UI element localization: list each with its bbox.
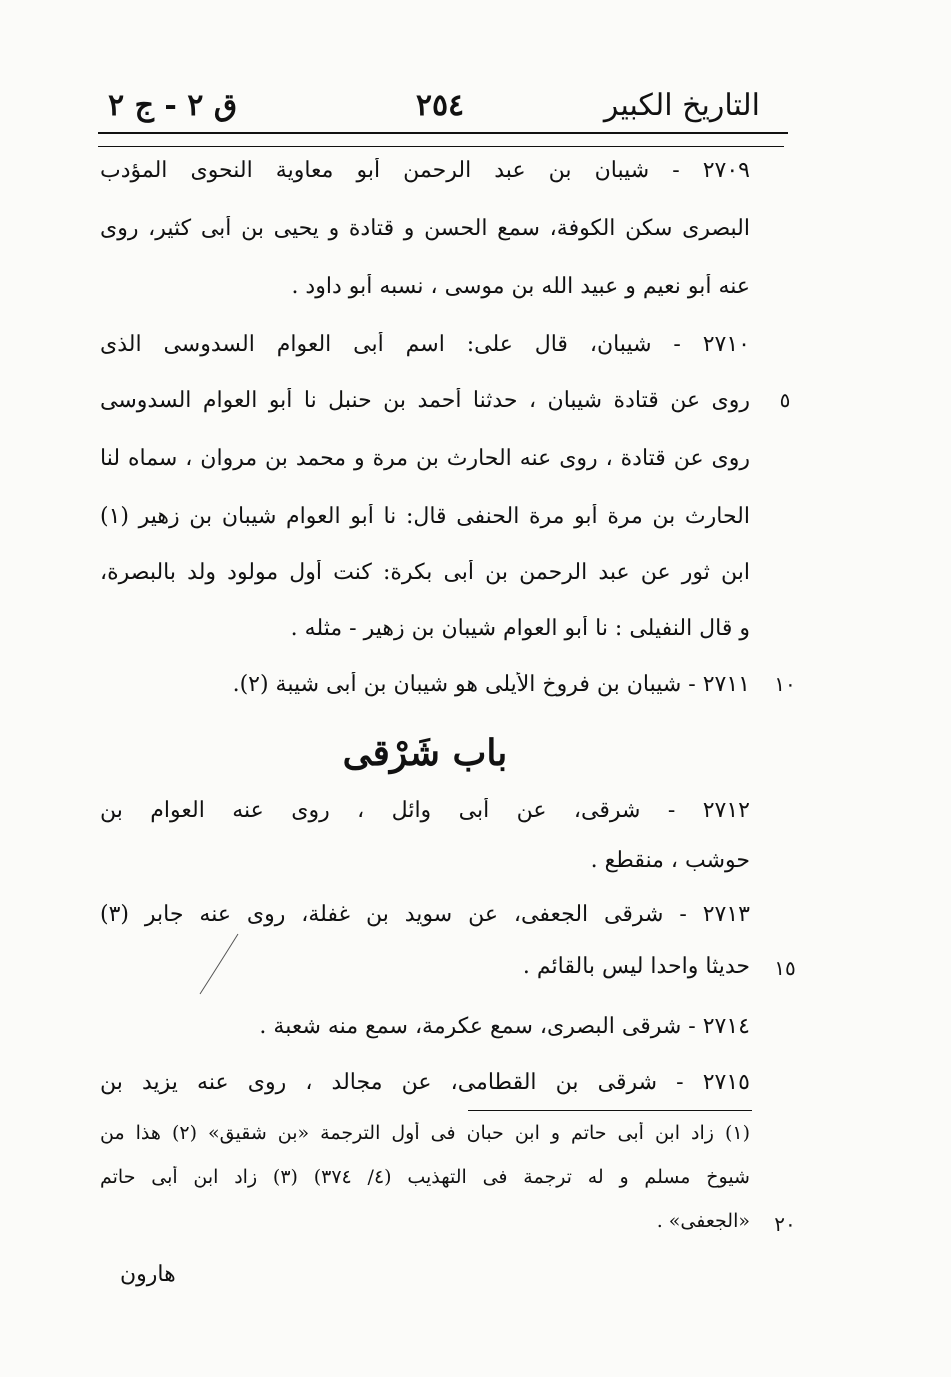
book-title: التاريخ الكبير bbox=[603, 88, 760, 123]
text-line: روى عن قتادة ، روى عنه الحارث بن مرة و محمد بن مروان ، سماه لنا bbox=[100, 446, 750, 471]
pencil-mark bbox=[190, 930, 250, 1000]
footnote-line: «الجعفى» . bbox=[656, 1210, 750, 1232]
page-number: ٢٥٤ bbox=[415, 88, 465, 123]
text-line: ٢٧١٣ - شرقى الجعفى، عن سويد بن غفلة، روى عنه جابر (٣) bbox=[100, 902, 750, 927]
text-line: ٢٧١١ - شيبان بن فروخ الأيلى هو شيبان بن أبى شيبة (٢). bbox=[232, 672, 750, 697]
footnote-line: شيوخ مسلم و له ترجمة فى التهذيب (٤/ ٣٧٤) (٣) زاد ابن أبى حاتم bbox=[100, 1166, 750, 1188]
text-line: ٢٧١٢ - شرقى، عن أبى وائل ، روى عنه العوام بن bbox=[100, 798, 750, 823]
header-rule-inner bbox=[98, 146, 784, 147]
line-marker: ١٥ bbox=[774, 956, 796, 980]
text-line: ٢٧١٥ - شرقى بن القطامى، عن مجالد ، روى عنه يزيد بن bbox=[100, 1070, 750, 1095]
text-line: حديثا واحدا ليس بالقائم . bbox=[522, 954, 750, 979]
text-line: الحارث بن مرة أبو مرة الحنفى قال: نا أبو العوام شيبان بن زهير (١) bbox=[100, 504, 750, 529]
catchword: هارون bbox=[120, 1262, 176, 1287]
line-marker: ٢٠ bbox=[774, 1212, 796, 1236]
text-line: ٢٧٠٩ - شيبان بن عبد الرحمن أبو معاوية النحوى المؤدب bbox=[100, 158, 750, 183]
text-line: ٢٧١٠ - شيبان، قال على: اسم أبى العوام السدوسى الذى bbox=[100, 332, 750, 357]
footnote-line: (١) زاد ابن أبى حاتم و ابن حبان فى أول الترجمة «بن شقيق» (٢) هذا من bbox=[100, 1122, 750, 1144]
text-line: روى عن قتادة شيبان ، حدثنا أحمد بن حنبل نا أبو العوام السدوسى bbox=[100, 388, 750, 413]
footnote-rule bbox=[468, 1110, 752, 1111]
text-line: حوشب ، منقطع . bbox=[590, 848, 750, 873]
text-line: و قال النفيلى : نا أبو العوام شيبان بن زهير - مثله . bbox=[290, 616, 750, 641]
section-heading: باب شَرْقى bbox=[342, 732, 508, 774]
volume-indicator: ق ٢ - ج ٢ bbox=[108, 88, 238, 123]
header-rule bbox=[98, 132, 788, 134]
page-header bbox=[100, 88, 760, 130]
line-marker: ١٠ bbox=[774, 672, 796, 696]
text-line: عنه أبو نعيم و عبيد الله بن موسى ، نسبه أبو داود . bbox=[291, 274, 750, 299]
text-line: ابن ثور عن عبد الرحمن بن أبى بكرة: كنت أول مولود ولد بالبصرة، bbox=[100, 560, 750, 585]
text-line: البصرى سكن الكوفة، سمع الحسن و قتادة و يحيى بن أبى كثير، روى bbox=[100, 216, 750, 241]
text-line: ٢٧١٤ - شرقى البصرى، سمع عكرمة، سمع منه شعبة . bbox=[259, 1014, 750, 1039]
line-marker: ٥ bbox=[779, 388, 791, 412]
